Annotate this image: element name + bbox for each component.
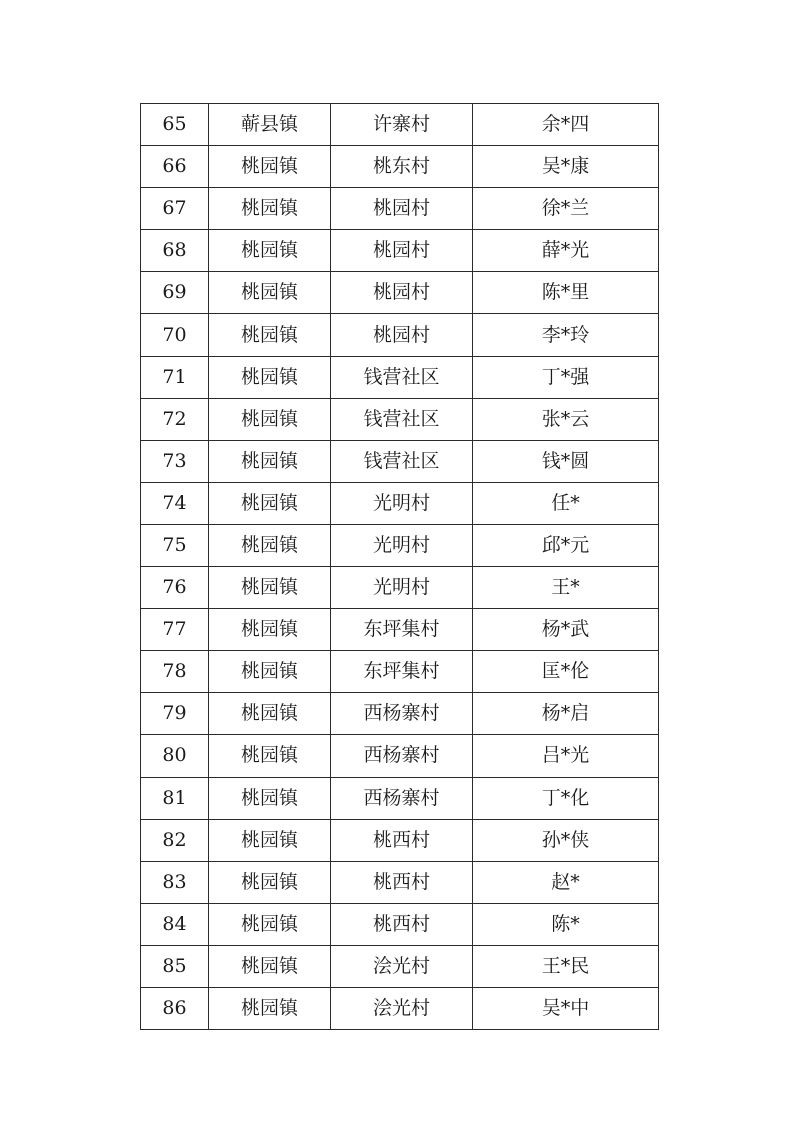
row-number-cell: 86 [141,987,209,1029]
row-number-cell: 75 [141,524,209,566]
village-cell: 钱营社区 [331,398,473,440]
roster-table [140,103,659,1030]
village-cell: 浍光村 [331,987,473,1029]
name-cell: 邱*元 [473,524,659,566]
village-cell: 许寨村 [331,104,473,146]
row-number-cell: 73 [141,440,209,482]
row-number-cell: 67 [141,188,209,230]
town-cell: 桃园镇 [209,777,331,819]
row-number-cell: 77 [141,609,209,651]
roster-table-body [141,104,659,1030]
name-cell: 吕*光 [473,735,659,777]
town-cell: 桃园镇 [209,735,331,777]
name-cell: 孙*侠 [473,819,659,861]
town-cell: 桃园镇 [209,398,331,440]
row-number-cell: 84 [141,903,209,945]
town-cell: 桃园镇 [209,188,331,230]
village-cell: 西杨寨村 [331,777,473,819]
name-cell: 李*玲 [473,314,659,356]
village-cell: 钱营社区 [331,440,473,482]
table-row [141,735,659,777]
name-cell: 张*云 [473,398,659,440]
town-cell: 桃园镇 [209,861,331,903]
town-cell: 桃园镇 [209,146,331,188]
row-number-cell: 83 [141,861,209,903]
name-cell: 丁*强 [473,356,659,398]
row-number-cell: 70 [141,314,209,356]
town-cell: 桃园镇 [209,651,331,693]
table-row [141,104,659,146]
village-cell: 浍光村 [331,945,473,987]
table-row [141,777,659,819]
town-cell: 桃园镇 [209,230,331,272]
row-number-cell: 78 [141,651,209,693]
table-row [141,651,659,693]
name-cell: 丁*化 [473,777,659,819]
name-cell: 吴*康 [473,146,659,188]
town-cell: 桃园镇 [209,314,331,356]
name-cell: 任* [473,482,659,524]
town-cell: 桃园镇 [209,819,331,861]
name-cell: 钱*圆 [473,440,659,482]
row-number-cell: 68 [141,230,209,272]
name-cell: 匡*伦 [473,651,659,693]
name-cell: 王*民 [473,945,659,987]
village-cell: 东坪集村 [331,651,473,693]
row-number-cell: 72 [141,398,209,440]
row-number-cell: 79 [141,693,209,735]
table-row [141,945,659,987]
village-cell: 光明村 [331,524,473,566]
name-cell: 陈*里 [473,272,659,314]
name-cell: 徐*兰 [473,188,659,230]
village-cell: 钱营社区 [331,356,473,398]
village-cell: 桃园村 [331,314,473,356]
village-cell: 西杨寨村 [331,693,473,735]
village-cell: 桃园村 [331,230,473,272]
row-number-cell: 65 [141,104,209,146]
village-cell: 光明村 [331,482,473,524]
row-number-cell: 66 [141,146,209,188]
town-cell: 桃园镇 [209,440,331,482]
table-row [141,398,659,440]
name-cell: 余*四 [473,104,659,146]
table-row [141,272,659,314]
town-cell: 桃园镇 [209,567,331,609]
name-cell: 薛*光 [473,230,659,272]
table-row [141,356,659,398]
table-row [141,567,659,609]
name-cell: 吴*中 [473,987,659,1029]
row-number-cell: 81 [141,777,209,819]
table-row [141,903,659,945]
table-row [141,609,659,651]
town-cell: 桃园镇 [209,609,331,651]
village-cell: 光明村 [331,567,473,609]
town-cell: 蕲县镇 [209,104,331,146]
name-cell: 杨*武 [473,609,659,651]
table-row [141,861,659,903]
town-cell: 桃园镇 [209,524,331,566]
town-cell: 桃园镇 [209,693,331,735]
town-cell: 桃园镇 [209,945,331,987]
row-number-cell: 82 [141,819,209,861]
village-cell: 西杨寨村 [331,735,473,777]
name-cell: 赵* [473,861,659,903]
name-cell: 陈* [473,903,659,945]
table-row [141,440,659,482]
name-cell: 王* [473,567,659,609]
village-cell: 桃园村 [331,188,473,230]
village-cell: 桃西村 [331,903,473,945]
village-cell: 桃园村 [331,272,473,314]
table-row [141,987,659,1029]
table-row [141,188,659,230]
table-row [141,314,659,356]
town-cell: 桃园镇 [209,903,331,945]
table-row [141,146,659,188]
village-cell: 桃西村 [331,861,473,903]
table-row [141,524,659,566]
village-cell: 东坪集村 [331,609,473,651]
table-row [141,819,659,861]
row-number-cell: 80 [141,735,209,777]
row-number-cell: 74 [141,482,209,524]
town-cell: 桃园镇 [209,272,331,314]
town-cell: 桃园镇 [209,356,331,398]
row-number-cell: 71 [141,356,209,398]
row-number-cell: 76 [141,567,209,609]
town-cell: 桃园镇 [209,987,331,1029]
table-row [141,693,659,735]
table-row [141,230,659,272]
row-number-cell: 85 [141,945,209,987]
table-row [141,482,659,524]
name-cell: 杨*启 [473,693,659,735]
village-cell: 桃西村 [331,819,473,861]
row-number-cell: 69 [141,272,209,314]
village-cell: 桃东村 [331,146,473,188]
town-cell: 桃园镇 [209,482,331,524]
